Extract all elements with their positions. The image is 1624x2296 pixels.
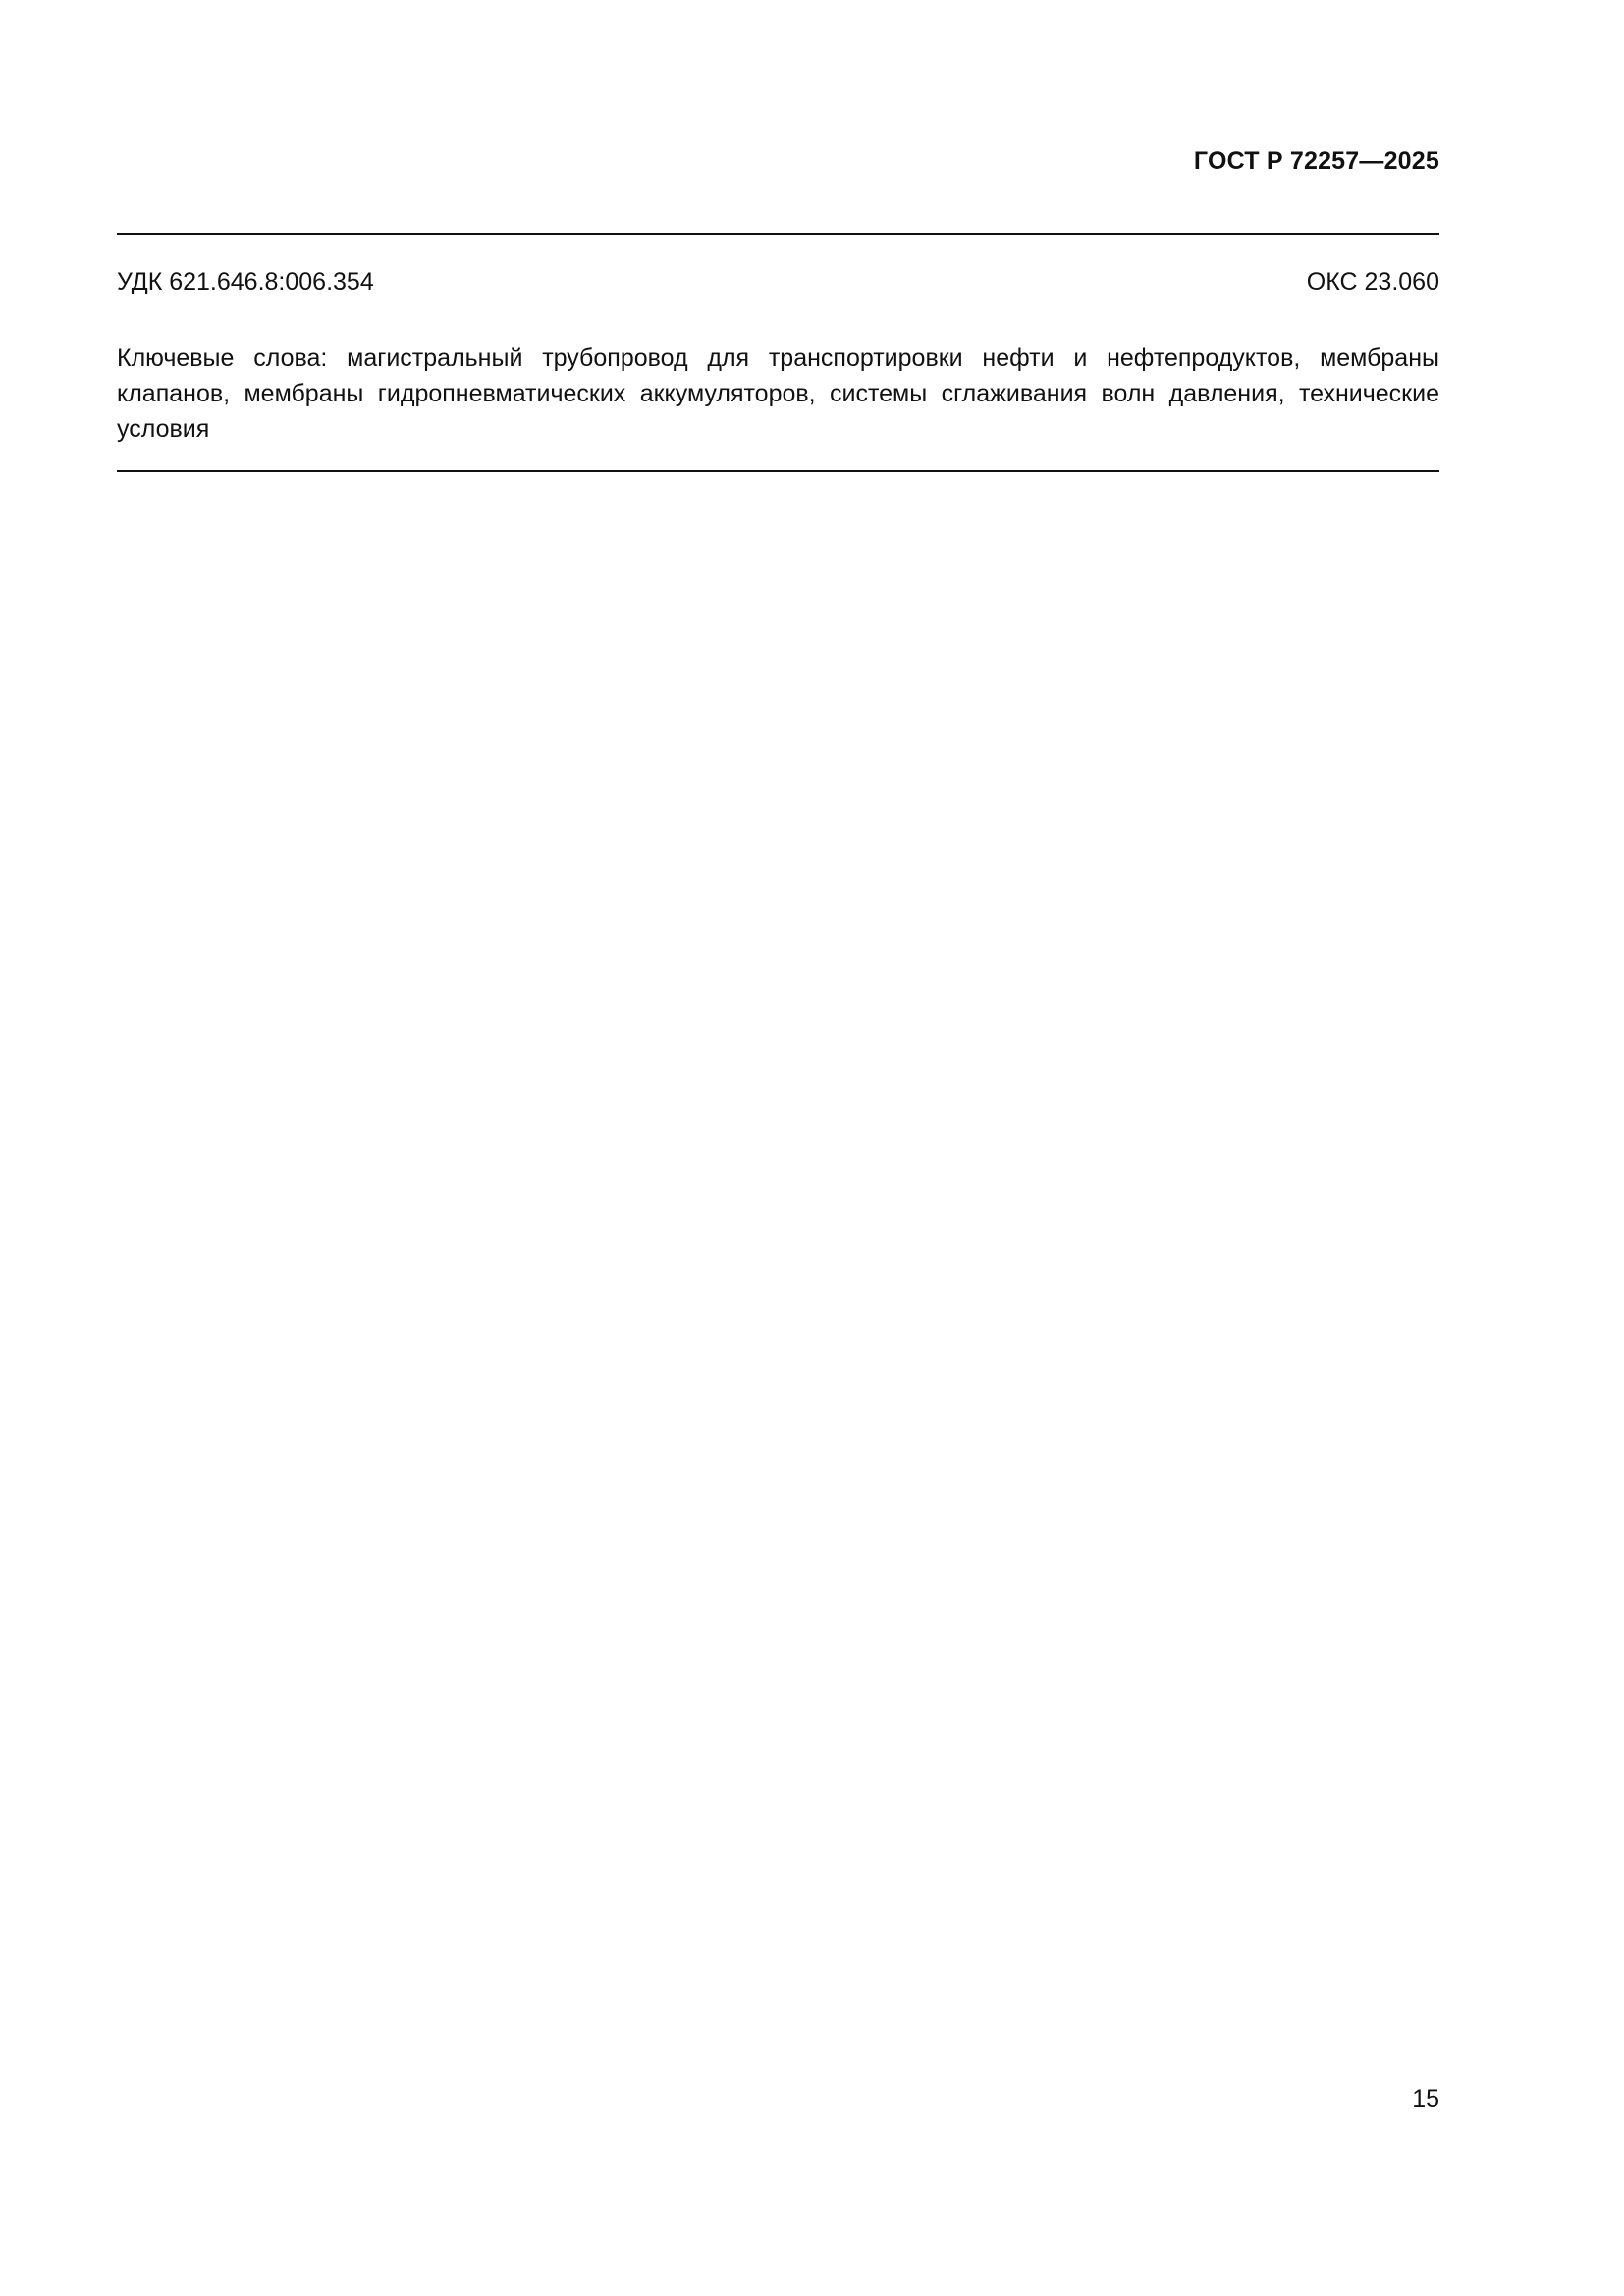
page-number: 15 <box>1412 2085 1439 2112</box>
classification-row <box>117 268 1439 296</box>
standard-designation: ГОСТ Р 72257—2025 <box>1193 147 1439 175</box>
top-divider <box>117 233 1439 235</box>
udc-code: УДК 621.646.8:006.354 <box>117 268 374 295</box>
keywords-paragraph: Ключевые слова: магистральный трубопровод для транспортировки нефти и нефтепродуктов, мембраны клапанов, мембраны гидропневматических аккумуляторов, системы сглаживания волн давления, технические условия <box>117 345 1439 443</box>
oks-code: ОКС 23.060 <box>1306 268 1439 295</box>
bottom-divider <box>117 470 1439 472</box>
